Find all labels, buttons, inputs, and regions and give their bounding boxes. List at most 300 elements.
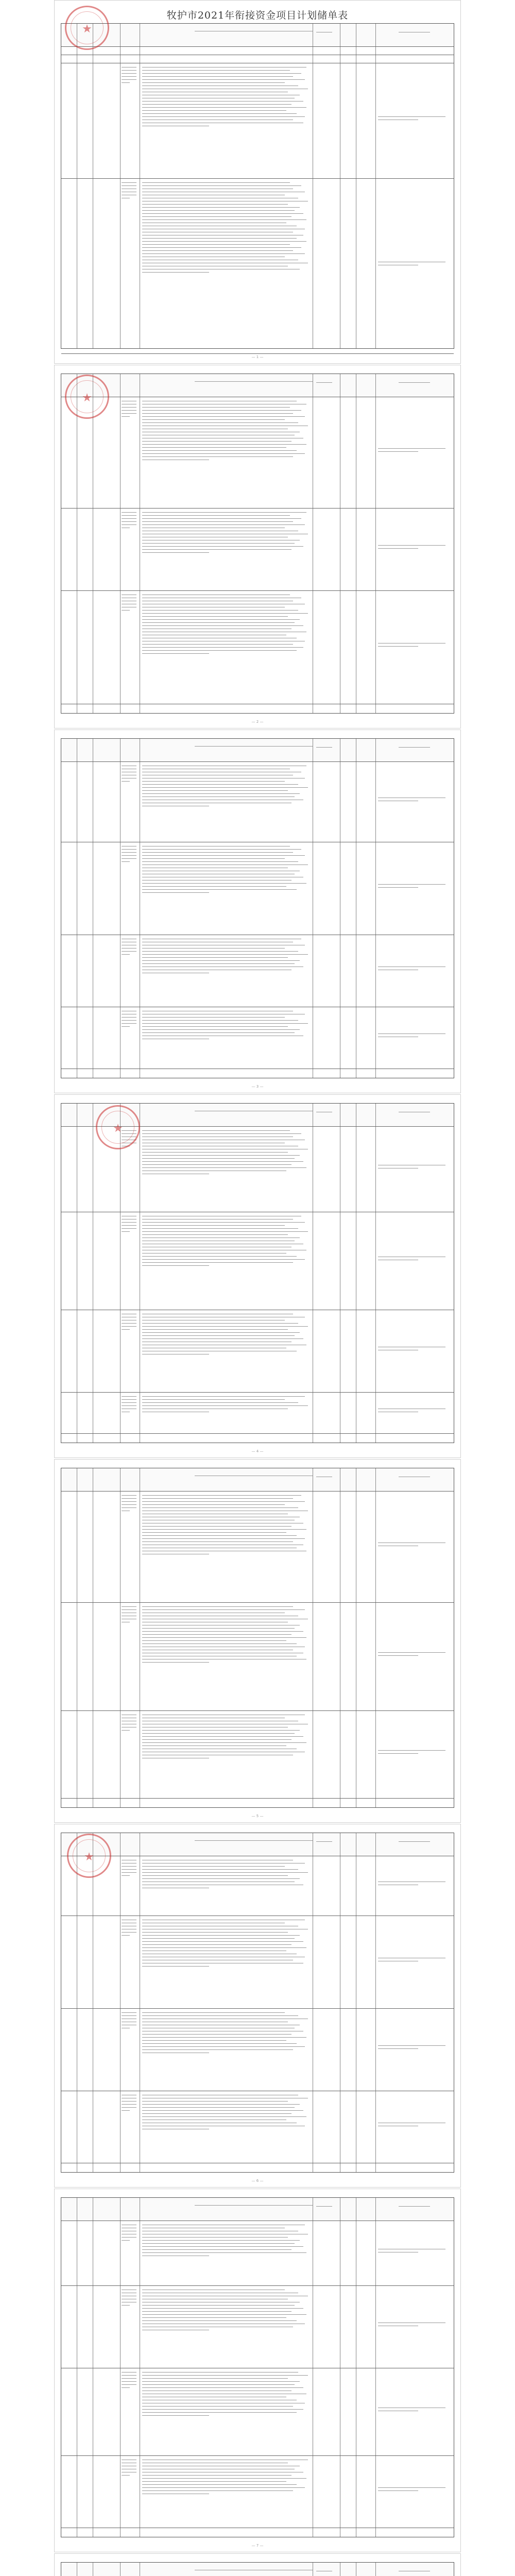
text-line	[142, 2484, 296, 2485]
text-line	[142, 796, 295, 797]
text-line	[378, 646, 418, 647]
project-table	[61, 374, 454, 714]
text-line	[142, 1231, 308, 1232]
text-line	[142, 1234, 288, 1235]
text-line	[142, 1228, 298, 1229]
text-line	[142, 2034, 291, 2035]
text-line	[142, 241, 306, 242]
text-line	[142, 1532, 286, 1533]
project-name-cell	[122, 595, 138, 625]
remarks-cell	[378, 2249, 451, 2257]
text-line	[142, 2320, 296, 2321]
project-content-cell	[142, 1606, 310, 1708]
text-line	[142, 1495, 301, 1496]
text-line	[142, 855, 305, 856]
text-line	[142, 73, 301, 74]
text-line	[122, 1866, 136, 1867]
project-name-cell	[122, 182, 138, 213]
header-label	[399, 382, 430, 383]
text-line	[142, 76, 293, 77]
page-number: — 7 —	[251, 2544, 264, 2548]
text-line	[142, 1634, 291, 1635]
column-rule	[120, 2563, 121, 2576]
project-content-cell	[142, 1715, 310, 1796]
document-page	[54, 365, 461, 728]
text-line	[142, 1966, 209, 1967]
text-line	[122, 951, 136, 952]
text-line	[122, 79, 136, 80]
text-line	[122, 1872, 136, 1873]
text-line	[142, 1504, 284, 1505]
text-line	[142, 453, 305, 454]
column-rule	[120, 1833, 121, 2172]
text-line	[122, 410, 136, 411]
text-line	[142, 1130, 289, 1131]
text-line	[378, 1750, 445, 1751]
header-label	[399, 1841, 430, 1842]
project-content-cell	[142, 2095, 310, 2161]
text-line	[142, 1133, 301, 1134]
document-page	[54, 730, 461, 1093]
text-line	[142, 521, 293, 522]
text-line	[378, 1753, 418, 1754]
row-rule	[61, 178, 454, 179]
text-line	[142, 1541, 293, 1542]
remarks-cell	[378, 2323, 451, 2331]
text-line	[142, 1222, 305, 1223]
text-line	[142, 1507, 298, 1508]
row-rule	[61, 353, 454, 354]
project-content-cell	[142, 1130, 310, 1210]
project-name-cell	[122, 1314, 138, 1345]
text-line	[142, 2375, 308, 2376]
text-line	[142, 2308, 303, 2309]
text-line	[142, 1733, 295, 1734]
text-line	[142, 1875, 288, 1876]
text-line	[122, 185, 136, 186]
header-label	[316, 2206, 332, 2207]
text-line	[122, 1402, 136, 1403]
text-line	[142, 1742, 306, 1743]
remarks-cell	[378, 1958, 451, 1966]
header-label	[316, 1841, 332, 1842]
document-page	[54, 1094, 461, 1458]
text-line	[142, 2384, 295, 2385]
text-line	[142, 104, 291, 105]
text-line	[122, 512, 136, 513]
text-line	[142, 1535, 296, 1536]
text-line	[142, 2381, 300, 2382]
text-line	[142, 2387, 303, 2388]
text-line	[142, 2243, 295, 2244]
text-line	[142, 1736, 303, 1737]
text-line	[122, 1507, 136, 1508]
text-line	[122, 610, 130, 611]
project-name-cell	[122, 401, 138, 432]
text-line	[142, 107, 306, 108]
text-line	[378, 1655, 418, 1656]
text-line	[142, 1878, 300, 1879]
text-line	[378, 545, 445, 546]
project-name-cell	[122, 2225, 138, 2256]
column-rule	[375, 739, 376, 1078]
remarks-cell	[378, 2487, 451, 2496]
star-icon: ★	[82, 392, 92, 404]
text-line	[142, 422, 298, 423]
text-line	[122, 416, 130, 417]
text-line	[142, 1938, 295, 1939]
text-line	[122, 413, 136, 414]
text-line	[142, 858, 284, 859]
text-line	[142, 1152, 288, 1153]
text-line	[122, 2240, 130, 2241]
text-line	[122, 521, 136, 522]
document-title: 牧护市2021年衔接资金项目计划储单表	[166, 10, 349, 21]
star-icon: ★	[84, 1851, 94, 1863]
page-number: — 3 —	[251, 1084, 264, 1089]
page-number: — 2 —	[251, 720, 264, 724]
text-line	[122, 76, 136, 77]
text-line	[142, 2409, 303, 2410]
text-line	[122, 515, 136, 516]
text-line	[142, 2049, 293, 2050]
text-line	[142, 1026, 288, 1027]
text-line	[142, 1662, 209, 1663]
text-line	[142, 790, 288, 791]
remarks-cell	[378, 1543, 451, 1551]
text-line	[142, 1637, 306, 1638]
text-line	[142, 793, 300, 794]
row-rule	[61, 1602, 454, 1603]
project-name-cell	[122, 1860, 138, 1891]
table-sheet	[61, 1103, 454, 1443]
row-rule	[61, 46, 454, 47]
text-line	[142, 2311, 291, 2312]
text-line	[142, 213, 303, 214]
text-line	[142, 416, 305, 417]
row-rule	[61, 2008, 454, 2009]
text-line	[122, 2237, 136, 2238]
text-line	[122, 524, 136, 525]
text-line	[122, 1326, 136, 1327]
text-line	[142, 886, 286, 887]
text-line	[378, 2045, 445, 2046]
text-line	[142, 247, 301, 248]
text-line	[142, 207, 300, 208]
text-line	[142, 2037, 306, 2038]
text-line	[142, 546, 303, 547]
text-line	[142, 1866, 284, 1867]
project-table	[61, 738, 454, 1078]
text-line	[378, 2490, 418, 2491]
text-line	[142, 419, 284, 420]
remarks-cell	[378, 798, 451, 806]
text-line	[142, 2415, 209, 2416]
text-line	[142, 447, 286, 448]
text-line	[142, 1947, 306, 1948]
row-rule	[61, 590, 454, 591]
text-line	[142, 1399, 284, 1400]
text-line	[142, 2107, 295, 2108]
text-line	[122, 1020, 136, 1021]
text-line	[142, 1326, 308, 1327]
text-line	[142, 116, 305, 117]
text-line	[122, 849, 136, 850]
project-name-cell	[122, 2460, 138, 2490]
text-line	[122, 1023, 136, 1024]
page-number: — 6 —	[251, 2179, 264, 2183]
text-line	[142, 79, 305, 80]
text-line	[378, 884, 445, 885]
text-line	[142, 610, 298, 611]
star-icon: ★	[113, 1122, 123, 1135]
column-rule	[120, 2198, 121, 2537]
page-number: — 5 —	[251, 1814, 264, 1818]
text-line	[142, 2317, 286, 2318]
text-line	[142, 2040, 286, 2041]
text-line	[142, 2110, 303, 2111]
project-content-cell	[142, 2290, 310, 2366]
text-line	[122, 1323, 136, 1324]
column-rule	[375, 24, 376, 348]
remarks-cell	[378, 2123, 451, 2131]
text-line	[122, 182, 136, 183]
project-content-cell	[142, 766, 310, 840]
table-sheet	[61, 23, 454, 349]
text-line	[122, 1498, 136, 1499]
project-table	[61, 1468, 454, 1808]
project-name-cell	[122, 766, 138, 796]
text-line	[142, 963, 295, 964]
text-line	[122, 2475, 130, 2476]
table-sheet	[61, 374, 454, 714]
text-line	[142, 889, 296, 890]
project-name-cell	[122, 1495, 138, 1526]
text-line	[142, 883, 306, 884]
text-line	[142, 1155, 300, 1156]
document-page	[54, 2189, 461, 2552]
text-line	[122, 82, 130, 83]
table-sheet	[61, 2197, 454, 2537]
text-line	[122, 1399, 136, 1400]
remarks-cell	[378, 1409, 451, 1417]
project-name-cell	[122, 1011, 138, 1042]
text-line	[122, 2305, 130, 2306]
text-line	[142, 1402, 298, 1403]
project-table	[61, 1833, 454, 2173]
text-line	[122, 781, 130, 782]
text-line	[142, 549, 291, 550]
page-number: — 1 —	[251, 355, 264, 359]
text-line	[142, 647, 303, 648]
text-line	[142, 1167, 306, 1168]
text-line	[142, 1944, 291, 1945]
text-line	[142, 185, 301, 186]
project-content-cell	[142, 1011, 310, 1066]
text-line	[142, 1606, 293, 1607]
text-line	[122, 1932, 136, 1933]
text-line	[142, 1259, 305, 1260]
header-label	[195, 2205, 313, 2206]
text-line	[142, 2487, 305, 2488]
star-icon: ★	[82, 23, 92, 36]
remarks-cell	[378, 545, 451, 553]
text-line	[142, 2043, 296, 2044]
column-rule	[120, 374, 121, 713]
text-line	[122, 2015, 136, 2016]
text-line	[122, 858, 136, 859]
project-name-cell	[122, 1216, 138, 1247]
text-line	[142, 781, 284, 782]
row-rule	[61, 1392, 454, 1393]
text-line	[122, 1396, 136, 1397]
text-line	[142, 518, 301, 519]
project-name-cell	[122, 1396, 138, 1427]
project-name-cell	[122, 846, 138, 877]
text-line	[142, 410, 301, 411]
text-line	[122, 2012, 136, 2013]
header-label	[195, 1840, 313, 1841]
text-line	[142, 1023, 308, 1024]
project-name-cell	[122, 1920, 138, 1951]
row-rule	[61, 508, 454, 509]
text-line	[142, 1262, 293, 1263]
project-name-cell	[122, 1606, 138, 1637]
text-line	[122, 852, 136, 853]
row-rule	[61, 1798, 454, 1799]
header-label	[195, 381, 313, 382]
text-line	[142, 2490, 293, 2491]
header-label	[316, 382, 332, 383]
remarks-cell	[378, 967, 451, 975]
text-line	[142, 1640, 286, 1641]
project-content-cell	[142, 182, 310, 351]
text-line	[142, 619, 300, 620]
table-sheet	[61, 738, 454, 1078]
text-line	[142, 2237, 288, 2238]
text-line	[142, 407, 289, 408]
text-line	[142, 70, 289, 71]
text-line	[142, 1017, 284, 1018]
project-content-cell	[142, 401, 310, 506]
column-rule	[120, 24, 121, 348]
text-line	[122, 1495, 136, 1496]
row-rule	[61, 2455, 454, 2456]
text-line	[122, 954, 130, 955]
text-line	[122, 518, 136, 519]
remarks-cell	[378, 1652, 451, 1660]
remarks-cell	[378, 884, 451, 892]
text-line	[142, 1265, 209, 1266]
project-content-cell	[142, 512, 310, 588]
text-line	[142, 613, 308, 614]
text-line	[122, 2381, 136, 2382]
text-line	[378, 451, 418, 452]
row-rule	[61, 1710, 454, 1711]
text-line	[142, 272, 209, 273]
text-line	[122, 1875, 130, 1876]
text-line	[378, 548, 418, 549]
official-seal-icon	[65, 375, 109, 419]
remarks-cell	[378, 1165, 451, 1173]
text-line	[142, 1730, 300, 1731]
text-line	[142, 2475, 291, 2476]
project-content-cell	[142, 2460, 310, 2526]
project-name-cell	[122, 1715, 138, 1745]
text-line	[142, 1329, 288, 1330]
text-line	[142, 1869, 298, 1870]
text-line	[142, 892, 209, 893]
text-line	[142, 1405, 308, 1406]
row-rule	[61, 1491, 454, 1492]
document-page	[54, 0, 461, 364]
text-line	[142, 1029, 300, 1030]
project-content-cell	[142, 1495, 310, 1600]
project-content-cell	[142, 2225, 310, 2283]
header-label	[399, 747, 430, 748]
text-line	[142, 456, 293, 457]
project-content-cell	[142, 1860, 310, 1913]
text-line	[378, 2048, 418, 2049]
text-line	[122, 2101, 136, 2102]
text-line	[122, 1405, 136, 1406]
text-line	[122, 1228, 136, 1229]
text-line	[122, 2107, 136, 2108]
text-line	[142, 1538, 305, 1539]
text-line	[122, 855, 136, 856]
text-line	[142, 216, 291, 217]
project-content-cell	[142, 1396, 310, 1431]
text-line	[142, 1396, 305, 1397]
text-line	[142, 1745, 286, 1746]
text-line	[122, 1222, 136, 1223]
text-line	[142, 82, 284, 83]
text-line	[142, 960, 300, 961]
text-line	[122, 2387, 130, 2388]
text-line	[122, 2375, 136, 2376]
text-line	[142, 444, 306, 445]
text-line	[142, 250, 293, 251]
text-line	[142, 787, 308, 788]
text-line	[142, 957, 288, 958]
text-line	[142, 210, 295, 211]
row-rule	[61, 761, 454, 762]
project-name-cell	[122, 2290, 138, 2320]
column-rule	[120, 1468, 121, 1807]
text-line	[142, 1872, 308, 1873]
text-line	[142, 182, 289, 183]
text-line	[142, 253, 305, 254]
text-line	[142, 1628, 295, 1629]
text-line	[142, 244, 289, 245]
project-name-cell	[122, 939, 138, 970]
text-line	[142, 616, 288, 617]
text-line	[142, 2015, 298, 2016]
text-line	[142, 113, 296, 114]
text-line	[378, 1033, 445, 1034]
remarks-cell	[378, 2045, 451, 2054]
text-line	[142, 2314, 306, 2315]
project-name-cell	[122, 2372, 138, 2403]
text-line	[142, 2378, 288, 2379]
official-seal-icon	[65, 6, 109, 50]
text-line	[378, 1652, 445, 1653]
text-line	[142, 954, 308, 955]
page-number: — 4 —	[251, 1449, 264, 1453]
text-line	[122, 1501, 136, 1502]
text-line	[142, 1941, 303, 1942]
table-sheet	[61, 1833, 454, 2173]
